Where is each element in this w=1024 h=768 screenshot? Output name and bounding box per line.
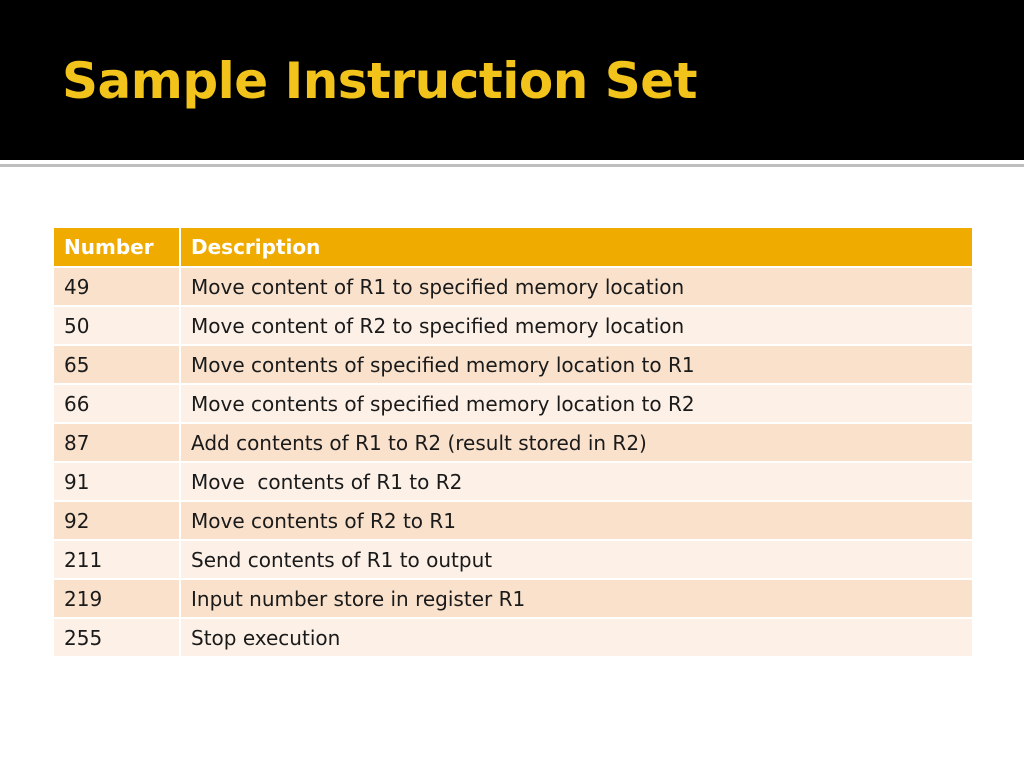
instruction-number: 66 — [53, 384, 180, 423]
table-header-row — [53, 227, 973, 267]
table-row — [53, 579, 973, 618]
instruction-description: Stop execution — [180, 618, 973, 657]
table-row — [53, 306, 973, 345]
column-header-description: Description — [180, 227, 973, 267]
instruction-number: 92 — [53, 501, 180, 540]
column-header-number: Number — [53, 227, 180, 267]
instruction-description: Move contents of R2 to R1 — [180, 501, 973, 540]
table-row — [53, 345, 973, 384]
table-row — [53, 618, 973, 657]
instruction-number: 50 — [53, 306, 180, 345]
instruction-description: Add contents of R1 to R2 (result stored in R2) — [180, 423, 973, 462]
instruction-description: Move contents of specified memory location to R1 — [180, 345, 973, 384]
instruction-number: 255 — [53, 618, 180, 657]
slide-title: Sample Instruction Set — [62, 52, 698, 110]
instruction-description: Move content of R1 to specified memory location — [180, 267, 973, 306]
instruction-number: 211 — [53, 540, 180, 579]
table-row — [53, 540, 973, 579]
table-row — [53, 384, 973, 423]
instruction-description: Move content of R2 to specified memory location — [180, 306, 973, 345]
table-row — [53, 267, 973, 306]
instruction-number: 91 — [53, 462, 180, 501]
table-row — [53, 423, 973, 462]
instruction-number: 49 — [53, 267, 180, 306]
title-bar — [0, 0, 1024, 160]
instruction-table — [52, 226, 974, 658]
table-row — [53, 501, 973, 540]
instruction-description: Send contents of R1 to output — [180, 540, 973, 579]
instruction-description: Move contents of R1 to R2 — [180, 462, 973, 501]
table-row — [53, 462, 973, 501]
instruction-description: Move contents of specified memory location to R2 — [180, 384, 973, 423]
instruction-table-container — [52, 226, 972, 658]
instruction-number: 219 — [53, 579, 180, 618]
instruction-number: 65 — [53, 345, 180, 384]
instruction-description: Input number store in register R1 — [180, 579, 973, 618]
title-divider — [0, 164, 1024, 167]
instruction-number: 87 — [53, 423, 180, 462]
